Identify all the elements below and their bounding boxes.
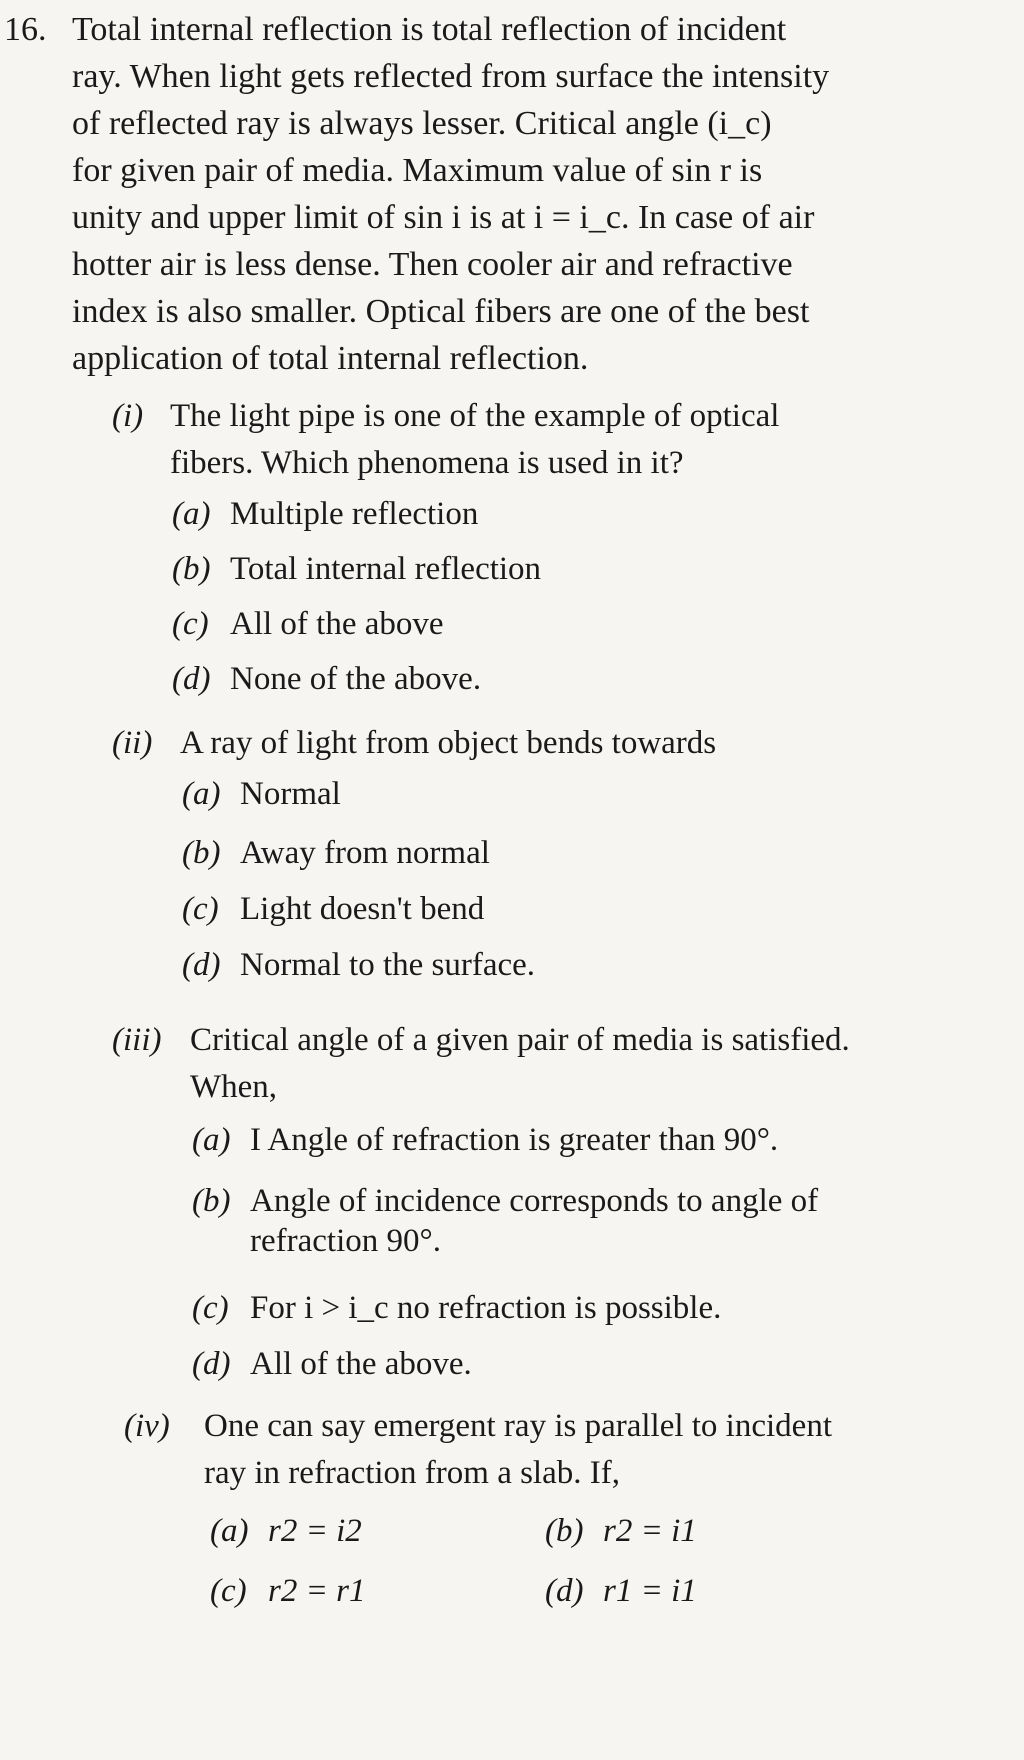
subquestion-numeral: (ii): [112, 725, 153, 761]
option-text: Angle of incidence corresponds to angle of: [250, 1183, 819, 1219]
option-text: Normal: [240, 776, 341, 812]
option-iii-c[interactable]: [192, 1285, 721, 1332]
question-passage: [72, 6, 972, 382]
option-text: r2 = r1: [268, 1573, 366, 1609]
option-ii-b[interactable]: [182, 830, 490, 877]
subquestion-stem-line: A ray of light from object bends towards: [180, 725, 717, 761]
passage-line: for given pair of media. Maximum value of sin r is: [72, 152, 763, 189]
option-text: r2 = i1: [603, 1513, 697, 1549]
option-i-b[interactable]: [172, 546, 541, 593]
option-text: All of the above: [230, 606, 444, 642]
option-text: r1 = i1: [603, 1573, 697, 1609]
passage-line: Total internal reflection is total reflection of incident: [72, 11, 787, 48]
subquestion-numeral: (iii): [112, 1022, 162, 1058]
option-text: Light doesn't bend: [240, 891, 485, 927]
option-iii-b-continuation: [192, 1218, 441, 1265]
option-text: Away from normal: [240, 835, 490, 871]
option-letter: (c): [182, 891, 219, 927]
passage-line: ray. When light gets reflected from surface the intensity: [72, 58, 830, 95]
option-i-c[interactable]: [172, 601, 444, 648]
option-text: All of the above.: [250, 1346, 472, 1382]
option-letter: (b): [172, 551, 211, 587]
option-iv-a[interactable]: [210, 1508, 362, 1555]
option-text: I Angle of refraction is greater than 90°.: [250, 1122, 779, 1158]
option-iii-d[interactable]: [192, 1341, 472, 1388]
passage-line: application of total internal reflection.: [72, 340, 589, 377]
subquestion-stem-line: When,: [190, 1069, 278, 1105]
option-iii-a[interactable]: [192, 1117, 778, 1164]
option-letter: (d): [545, 1573, 584, 1609]
option-text: Normal to the surface.: [240, 947, 536, 983]
option-text: Multiple reflection: [230, 496, 479, 532]
option-text: refraction 90°.: [250, 1223, 441, 1259]
passage-line: unity and upper limit of sin i is at i = i_c. In case of air: [72, 199, 815, 236]
option-text: Total internal reflection: [230, 551, 542, 587]
subquestion-stem-line: ray in refraction from a slab. If,: [204, 1455, 620, 1491]
option-i-d[interactable]: [172, 656, 481, 703]
option-iv-d[interactable]: [545, 1568, 697, 1615]
option-i-a[interactable]: [172, 491, 478, 538]
subquestion-stem-line: One can say emergent ray is parallel to incident: [204, 1408, 832, 1444]
option-letter: (d): [192, 1346, 231, 1382]
option-ii-d[interactable]: [182, 942, 535, 989]
option-letter: (d): [182, 947, 221, 983]
option-letter: (c): [172, 606, 209, 642]
option-letter: (b): [182, 835, 221, 871]
option-letter: (c): [192, 1290, 229, 1326]
subquestion-stem-line: Critical angle of a given pair of media is satisfied.: [190, 1022, 850, 1058]
passage-line: of reflected ray is always lesser. Critical angle (i_c): [72, 105, 772, 142]
option-iv-c[interactable]: [210, 1568, 365, 1615]
option-iv-b[interactable]: [545, 1508, 697, 1555]
question-number: 16.: [4, 11, 47, 48]
option-letter: (a): [192, 1122, 231, 1158]
option-text: None of the above.: [230, 661, 482, 697]
option-letter: (d): [172, 661, 211, 697]
option-letter: (b): [545, 1513, 584, 1549]
subquestion-stem-line: The light pipe is one of the example of optical: [170, 398, 780, 434]
option-letter: (a): [182, 776, 221, 812]
subquestion-stem-line: fibers. Which phenomena is used in it?: [170, 445, 684, 481]
option-letter: (a): [210, 1513, 249, 1549]
option-letter: (b): [192, 1183, 231, 1219]
option-letter: (c): [210, 1573, 247, 1609]
passage-line: hotter air is less dense. Then cooler air and refractive: [72, 246, 793, 283]
subquestion-numeral: (i): [112, 398, 144, 434]
option-ii-a[interactable]: [182, 771, 341, 818]
option-ii-c[interactable]: [182, 886, 484, 933]
option-letter: (a): [172, 496, 211, 532]
subquestion-numeral: (iv): [124, 1408, 170, 1444]
option-text: For i > i_c no refraction is possible.: [250, 1290, 722, 1326]
passage-line: index is also smaller. Optical fibers are one of the best: [72, 293, 810, 330]
option-text: r2 = i2: [268, 1513, 362, 1549]
